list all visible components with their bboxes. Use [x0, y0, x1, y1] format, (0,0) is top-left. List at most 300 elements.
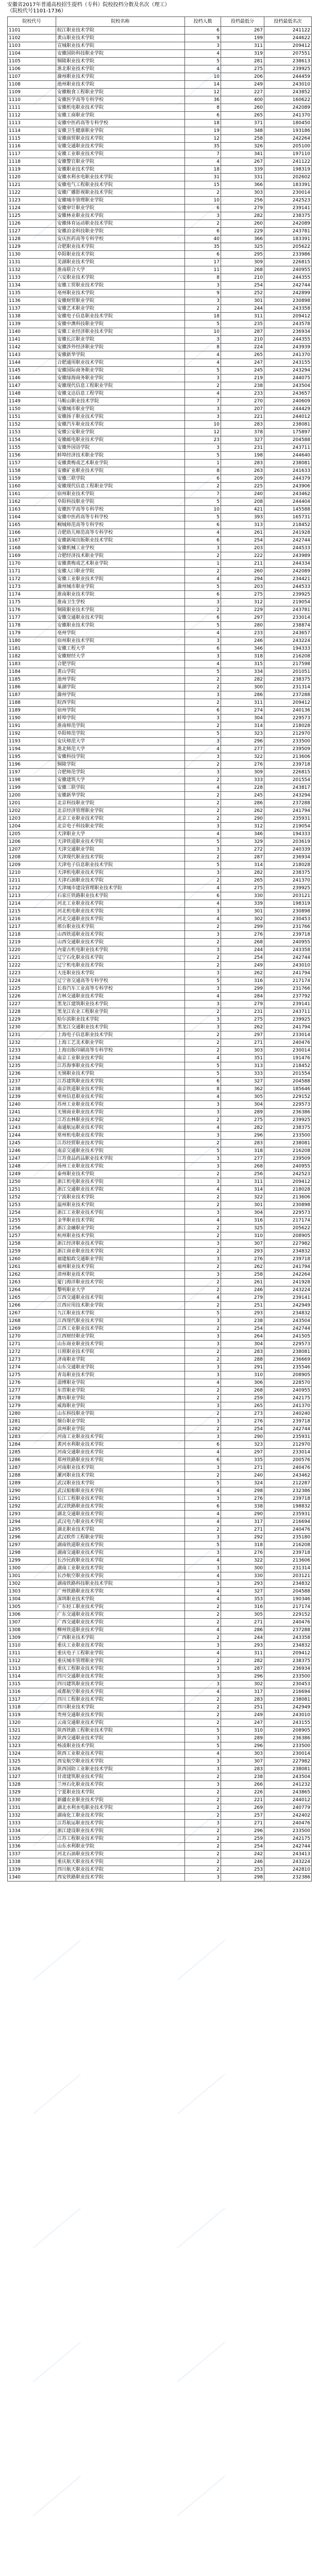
table-row — [8, 1433, 312, 1441]
cell-school-name: 安徽工商职业学院 — [56, 112, 185, 120]
cell-admit-count: 2 — [185, 1789, 221, 1797]
table-row — [8, 606, 312, 614]
cell-code: 1332 — [8, 1812, 56, 1820]
cell-admit-count: 3 — [185, 42, 221, 50]
watermark-mark — [33, 2208, 91, 2260]
cell-code: 1139 — [8, 320, 56, 328]
table-row — [8, 807, 312, 815]
cell-code: 1219 — [8, 939, 56, 946]
table-row — [8, 1626, 312, 1634]
cell-admit-count: 2 — [185, 800, 221, 807]
cell-school-name: 安徽现代信息工程职业学院 — [56, 483, 185, 490]
cell-admit-count: 2 — [185, 1843, 221, 1851]
cell-admit-count: 3 — [185, 931, 221, 939]
cell-school-name: 甘肃建筑职业技术学院 — [56, 1773, 185, 1781]
cell-school-name: 合肥通用职业技术学院 — [56, 359, 185, 367]
cell-admit-count: 2 — [185, 1711, 221, 1719]
cell-min-rank: 244334 — [264, 560, 312, 568]
cell-admit-count: 2 — [185, 1472, 221, 1480]
cell-school-name: 安徽机械工业学校 — [56, 545, 185, 552]
cell-min-rank: 244012 — [264, 1797, 312, 1804]
cell-admit-count: 2 — [185, 1797, 221, 1804]
cell-min-score: 199 — [221, 35, 264, 42]
cell-code: 1302 — [8, 1580, 56, 1588]
cell-min-rank: 243224 — [264, 1858, 312, 1866]
cell-admit-count: 4 — [185, 1124, 221, 1132]
cell-min-rank: 241370 — [264, 112, 312, 120]
cell-code: 1291 — [8, 1495, 56, 1503]
cell-code: 1152 — [8, 421, 56, 429]
cell-code: 1179 — [8, 630, 56, 637]
cell-min-rank: 242523 — [264, 1171, 312, 1178]
cell-school-name: 江西现代职业技术学院 — [56, 1317, 185, 1325]
cell-school-name: 广西职业技术学院 — [56, 1634, 185, 1642]
cell-min-score: 261 — [221, 1279, 264, 1286]
cell-admit-count: 2 — [185, 1410, 221, 1418]
cell-admit-count: 2 — [185, 684, 221, 691]
cell-min-score: 322 — [221, 1557, 264, 1565]
cell-code: 1331 — [8, 1804, 56, 1812]
cell-admit-count: 6 — [185, 205, 221, 212]
cell-min-rank: 230453 — [264, 1681, 312, 1688]
cell-code: 1182 — [8, 653, 56, 660]
cell-school-name: 安徽绿海商务职业学院 — [56, 375, 185, 382]
cell-min-score: 257 — [221, 1812, 264, 1820]
cell-min-score: 249 — [221, 1711, 264, 1719]
cell-school-name: 天津城市建设管理职业技术学院 — [56, 885, 185, 892]
cell-min-rank: 217598 — [264, 660, 312, 668]
cell-min-score: 312 — [221, 823, 264, 831]
cell-min-score: 219 — [221, 375, 264, 382]
cell-code: 1243 — [8, 1124, 56, 1132]
cell-admit-count: 2 — [185, 807, 221, 815]
cell-min-score: 301 — [221, 908, 264, 916]
cell-code: 1336 — [8, 1843, 56, 1851]
cell-code: 1280 — [8, 1410, 56, 1418]
cell-min-rank: 183391 — [264, 181, 312, 189]
cell-min-rank: 229573 — [264, 1209, 312, 1217]
cell-admit-count: 2 — [185, 1804, 221, 1812]
cell-min-score: 258 — [221, 1271, 264, 1279]
cell-min-score: 283 — [221, 460, 264, 467]
cell-min-score: 209 — [221, 475, 264, 483]
table-row — [8, 320, 312, 328]
cell-code: 1170 — [8, 560, 56, 568]
cell-school-name: 宣城职业技术学院 — [56, 42, 185, 50]
cell-admit-count: 2 — [185, 568, 221, 575]
cell-code: 1193 — [8, 738, 56, 745]
cell-school-name: 安庆医药高等专科学校 — [56, 235, 185, 243]
cell-min-score: 249 — [221, 962, 264, 970]
cell-school-name: 安徽三联学院 — [56, 475, 185, 483]
cell-min-score: 311 — [221, 1178, 264, 1186]
cell-admit-count: 3 — [185, 375, 221, 382]
cell-min-rank: 198319 — [264, 166, 312, 174]
cell-code: 1160 — [8, 483, 56, 490]
cell-min-rank: 198319 — [264, 900, 312, 908]
cell-min-rank: 240955 — [264, 266, 312, 274]
cell-admit-count: 3 — [185, 405, 221, 413]
cell-school-name: 九江职业技术学院 — [56, 1310, 185, 1317]
table-row — [8, 1271, 312, 1279]
table-row — [8, 1750, 312, 1758]
cell-admit-count: 12 — [185, 89, 221, 96]
cell-code: 1125 — [8, 212, 56, 220]
cell-admit-count: 2 — [185, 1619, 221, 1626]
table-row — [8, 1371, 312, 1379]
cell-admit-count: 3 — [185, 653, 221, 660]
cell-code: 1224 — [8, 977, 56, 985]
cell-school-name: 云南交通职业技术学院 — [56, 1719, 185, 1727]
cell-admit-count: 4 — [185, 916, 221, 923]
cell-admit-count: 4 — [185, 630, 221, 637]
cell-min-rank: 242744 — [264, 1325, 312, 1333]
cell-admit-count: 2 — [185, 954, 221, 962]
cell-school-name: 马鞍山职业技术学院 — [56, 398, 185, 405]
cell-min-score: 272 — [221, 846, 264, 854]
cell-min-score: 271 — [221, 1526, 264, 1534]
cell-min-rank: 227982 — [264, 1758, 312, 1766]
cell-min-score: 246 — [221, 637, 264, 645]
table-row — [8, 1356, 312, 1364]
cell-school-name: 青岛职业技术学院 — [56, 1371, 185, 1379]
cell-admit-count: 3 — [185, 1209, 221, 1217]
table-row — [8, 800, 312, 807]
table-row — [8, 1086, 312, 1093]
cell-school-name: 四川交通职业技术学院 — [56, 1673, 185, 1681]
cell-code: 1203 — [8, 815, 56, 823]
cell-school-name: 金华职业技术学院 — [56, 1217, 185, 1225]
cell-school-name: 江西财经职业学院 — [56, 1333, 185, 1341]
cell-min-score: 251 — [221, 1704, 264, 1711]
table-row — [8, 1201, 312, 1209]
cell-admit-count: 31 — [185, 174, 221, 181]
cell-code: 1260 — [8, 1256, 56, 1263]
table-row — [8, 1209, 312, 1217]
cell-school-name: 安徽体育运动职业技术学院 — [56, 220, 185, 228]
cell-code: 1228 — [8, 1008, 56, 1016]
cell-min-rank: 238874 — [264, 622, 312, 630]
table-row — [8, 1449, 312, 1456]
document-header — [7, 2, 316, 14]
cell-code: 1249 — [8, 1171, 56, 1178]
cell-school-name: 河北石油职业技术学院 — [56, 1851, 185, 1858]
cell-min-score: 310 — [221, 1727, 264, 1735]
cell-min-rank: 233500 — [264, 1673, 312, 1681]
cell-code: 1109 — [8, 89, 56, 96]
cell-school-name: 武汉软件工程职业学院 — [56, 1534, 185, 1541]
cell-school-name: 亳州学院 — [56, 630, 185, 637]
table-row — [8, 761, 312, 769]
cell-min-rank: 236934 — [264, 328, 312, 336]
cell-min-rank: 243358 — [264, 305, 312, 313]
cell-min-rank: 236386 — [264, 1735, 312, 1742]
cell-school-name: 江苏海事职业技术学院 — [56, 1062, 185, 1070]
cell-min-rank: 194333 — [264, 645, 312, 653]
cell-min-score: 279 — [221, 205, 264, 212]
cell-admit-count: 5 — [185, 838, 221, 846]
cell-code: 1154 — [8, 436, 56, 444]
cell-school-name: 无锡商业职业技术学院 — [56, 1109, 185, 1116]
cell-min-rank: 241370 — [264, 351, 312, 359]
table-row — [8, 1263, 312, 1271]
cell-min-score: 302 — [221, 1681, 264, 1688]
cell-min-score: 238 — [221, 382, 264, 390]
table-row — [8, 715, 312, 722]
table-row — [8, 838, 312, 846]
cell-code: 1209 — [8, 861, 56, 869]
cell-min-score: 280 — [221, 622, 264, 630]
cell-school-name: 安徽职业技术学院 — [56, 166, 185, 174]
cell-admit-count: 4 — [185, 390, 221, 398]
cell-admit-count: 5 — [185, 367, 221, 375]
cell-min-score: 362 — [221, 1086, 264, 1093]
cell-min-rank: 201554 — [264, 1070, 312, 1078]
cell-min-rank: 243781 — [264, 606, 312, 614]
watermark-mark — [33, 2074, 91, 2126]
cell-min-score: 318 — [221, 1147, 264, 1155]
cell-min-rank: 239718 — [264, 931, 312, 939]
cell-min-rank: 244622 — [264, 35, 312, 42]
table-row — [8, 1673, 312, 1681]
cell-admit-count: 2 — [185, 815, 221, 823]
cell-code: 1253 — [8, 1201, 56, 1209]
table-row — [8, 1696, 312, 1704]
cell-school-name: 安徽工贸职业技术学院 — [56, 282, 185, 290]
table-row — [8, 1364, 312, 1371]
cell-admit-count: 2 — [185, 1279, 221, 1286]
cell-code: 1234 — [8, 1055, 56, 1062]
cell-min-score: 233 — [221, 630, 264, 637]
cell-school-name: 哈尔滨职业技术学院 — [56, 1016, 185, 1024]
cell-min-rank: 237288 — [264, 691, 312, 699]
cell-min-score: 316 — [221, 1603, 264, 1611]
cell-school-name: 石家庄铁路职业技术学院 — [56, 892, 185, 900]
cell-min-rank: 240955 — [264, 939, 312, 946]
cell-min-rank: 229152 — [264, 1611, 312, 1619]
cell-min-score: 305 — [221, 1093, 264, 1101]
cell-school-name: 山西交通职业技术学院 — [56, 939, 185, 946]
cell-min-score: 279 — [221, 1001, 264, 1008]
table-row — [8, 1526, 312, 1534]
cell-admit-count: 8 — [185, 344, 221, 351]
cell-admit-count: 4 — [185, 1093, 221, 1101]
cell-min-score: 261 — [221, 529, 264, 537]
cell-code: 1208 — [8, 854, 56, 861]
cell-code: 1112 — [8, 112, 56, 120]
cell-admit-count: 3 — [185, 1364, 221, 1371]
cell-min-rank: 241633 — [264, 467, 312, 475]
cell-admit-count: 6 — [185, 1441, 221, 1449]
cell-min-rank: 202602 — [264, 174, 312, 181]
table-row — [8, 923, 312, 931]
table-row — [8, 730, 312, 738]
cell-min-rank: 234832 — [264, 1248, 312, 1256]
cell-school-name: 杨凌职业技术学院 — [56, 1742, 185, 1750]
cell-admit-count: 3 — [185, 715, 221, 722]
cell-min-rank: 203121 — [264, 892, 312, 900]
cell-min-rank: 203619 — [264, 838, 312, 846]
table-row — [8, 120, 312, 127]
cell-admit-count: 2 — [185, 1812, 221, 1820]
cell-admit-count: 2 — [185, 1356, 221, 1364]
cell-min-rank: 241505 — [264, 1333, 312, 1341]
cell-min-score: 293 — [221, 1310, 264, 1317]
cell-min-rank: 233500 — [264, 1742, 312, 1750]
cell-code: 1197 — [8, 769, 56, 776]
cell-min-score: 299 — [221, 923, 264, 931]
cell-min-rank: 230898 — [264, 297, 312, 305]
cell-admit-count: 3 — [185, 691, 221, 699]
cell-min-rank: 244075 — [264, 375, 312, 382]
cell-admit-count: 4 — [185, 1511, 221, 1518]
cell-min-rank: 238081 — [264, 460, 312, 467]
cell-school-name: 西安铁路职业技术学院 — [56, 1874, 185, 1882]
cell-min-rank: 241794 — [264, 807, 312, 815]
cell-school-name: 北京工业职业技术学院 — [56, 815, 185, 823]
cell-code: 1259 — [8, 1248, 56, 1256]
cell-min-score: 254 — [221, 1426, 264, 1433]
cell-code: 1247 — [8, 1155, 56, 1163]
table-row — [8, 1541, 312, 1549]
cell-min-score: 210 — [221, 336, 264, 344]
table-row — [8, 1217, 312, 1225]
cell-admit-count: 4 — [185, 660, 221, 668]
cell-min-score: 273 — [221, 1410, 264, 1418]
cell-min-rank: 241794 — [264, 1263, 312, 1271]
table-row — [8, 931, 312, 939]
cell-admit-count: 5 — [185, 1310, 221, 1317]
table-row — [8, 1681, 312, 1688]
cell-admit-count: 2 — [185, 1325, 221, 1333]
table-row — [8, 660, 312, 668]
cell-min-rank: 244429 — [264, 405, 312, 413]
cell-code: 1168 — [8, 545, 56, 552]
cell-school-name: 湖南化工职业技术学院 — [56, 1812, 185, 1820]
cell-school-name: 威海职业学院 — [56, 1402, 185, 1410]
table-row — [8, 405, 312, 413]
cell-code: 1218 — [8, 931, 56, 939]
cell-admit-count: 3 — [185, 413, 221, 421]
cell-code: 1308 — [8, 1626, 56, 1634]
cell-code: 1169 — [8, 552, 56, 560]
cell-school-name: 天津机电职业技术学院 — [56, 869, 185, 877]
cell-school-name: 内蒙古机电职业技术学院 — [56, 946, 185, 954]
cell-code: 1141 — [8, 336, 56, 344]
cell-school-name: 天津电子信息职业技术学院 — [56, 861, 185, 869]
cell-code: 1189 — [8, 707, 56, 715]
cell-school-name: 辽宁石化职业技术学院 — [56, 954, 185, 962]
cell-admit-count: 2 — [185, 1039, 221, 1047]
cell-code: 1223 — [8, 970, 56, 977]
cell-min-score: 304 — [221, 1101, 264, 1109]
cell-min-score: 316 — [221, 1217, 264, 1225]
cell-code: 1310 — [8, 1642, 56, 1650]
cell-code: 1233 — [8, 1047, 56, 1055]
cell-min-rank: 233014 — [264, 1031, 312, 1039]
cell-code: 1215 — [8, 908, 56, 916]
cell-code: 1199 — [8, 784, 56, 792]
cell-admit-count: 2 — [185, 1611, 221, 1619]
cell-code: 1254 — [8, 1209, 56, 1217]
cell-min-rank: 238613 — [264, 58, 312, 65]
cell-code: 1240 — [8, 1101, 56, 1109]
table-row — [8, 769, 312, 776]
cell-admit-count: 2 — [185, 1696, 221, 1704]
cell-min-rank: 240955 — [264, 1387, 312, 1395]
cell-code: 1286 — [8, 1456, 56, 1464]
cell-code: 1108 — [8, 81, 56, 89]
cell-min-rank: 239925 — [264, 1116, 312, 1124]
table-row — [8, 483, 312, 490]
table-row — [8, 1580, 312, 1588]
cell-min-rank: 241928 — [264, 529, 312, 537]
watermark-mark — [33, 2476, 91, 2528]
table-row — [8, 436, 312, 444]
cell-min-rank: 200576 — [264, 1456, 312, 1464]
cell-school-name: 安徽文达信息工程学院 — [56, 390, 185, 398]
cell-min-score: 296 — [221, 738, 264, 745]
cell-school-name: 合肥学院 — [56, 660, 185, 668]
cell-school-name: 成都航空职业技术学院 — [56, 1688, 185, 1696]
cell-admit-count: 2 — [185, 1526, 221, 1534]
cell-admit-count: 3 — [185, 1016, 221, 1024]
cell-min-rank: 240955 — [264, 1163, 312, 1171]
cell-admit-count: 3 — [185, 1642, 221, 1650]
table-row — [8, 1402, 312, 1410]
cell-school-name: 江西应用技术职业学院 — [56, 1302, 185, 1310]
cell-admit-count: 3 — [185, 212, 221, 220]
cell-min-rank: 244404 — [264, 498, 312, 506]
table-row — [8, 212, 312, 220]
cell-min-score: 302 — [221, 916, 264, 923]
cell-min-score: 286 — [221, 1626, 264, 1634]
cell-min-rank: 244459 — [264, 73, 312, 81]
cell-min-rank: 197110 — [264, 150, 312, 158]
cell-min-score: 322 — [221, 1194, 264, 1201]
cell-school-name: 浙江工业职业技术学院 — [56, 1209, 185, 1217]
cell-school-name: 湖南铁道职业技术学院 — [56, 1541, 185, 1549]
cell-school-name: 漯河职业技术学院 — [56, 1472, 185, 1480]
cell-admit-count: 6 — [185, 1078, 221, 1086]
cell-code: 1241 — [8, 1109, 56, 1116]
cell-code: 1329 — [8, 1789, 56, 1797]
table-row — [8, 1016, 312, 1024]
cell-admit-count: 14 — [185, 81, 221, 89]
cell-school-name: 安徽城市管理职业学院 — [56, 197, 185, 205]
cell-school-name: 安徽交通职业技术学院 — [56, 143, 185, 150]
cell-school-name: 安徽职业技术学院 — [56, 622, 185, 630]
cell-code: 1174 — [8, 591, 56, 599]
cell-school-name: 河南工业职业技术学院 — [56, 1433, 185, 1441]
cell-min-rank: 216208 — [264, 1541, 312, 1549]
cell-school-name: 安徽广播影视职业技术学院 — [56, 189, 185, 197]
table-row — [8, 1464, 312, 1472]
table-row — [8, 1163, 312, 1171]
cell-school-name: 天津铁道职业技术学院 — [56, 838, 185, 846]
cell-code: 1114 — [8, 127, 56, 135]
cell-admit-count: 6 — [185, 614, 221, 622]
table-row — [8, 1789, 312, 1797]
cell-min-rank: 232386 — [264, 1874, 312, 1882]
cell-min-rank: 239141 — [264, 1001, 312, 1008]
cell-min-rank: 238375 — [264, 869, 312, 877]
cell-admit-count: 3 — [185, 1402, 221, 1410]
table-row — [8, 135, 312, 143]
cell-min-rank: 244355 — [264, 336, 312, 344]
cell-min-score: 346 — [221, 831, 264, 838]
cell-school-name: 浙江金融职业学院 — [56, 1225, 185, 1232]
